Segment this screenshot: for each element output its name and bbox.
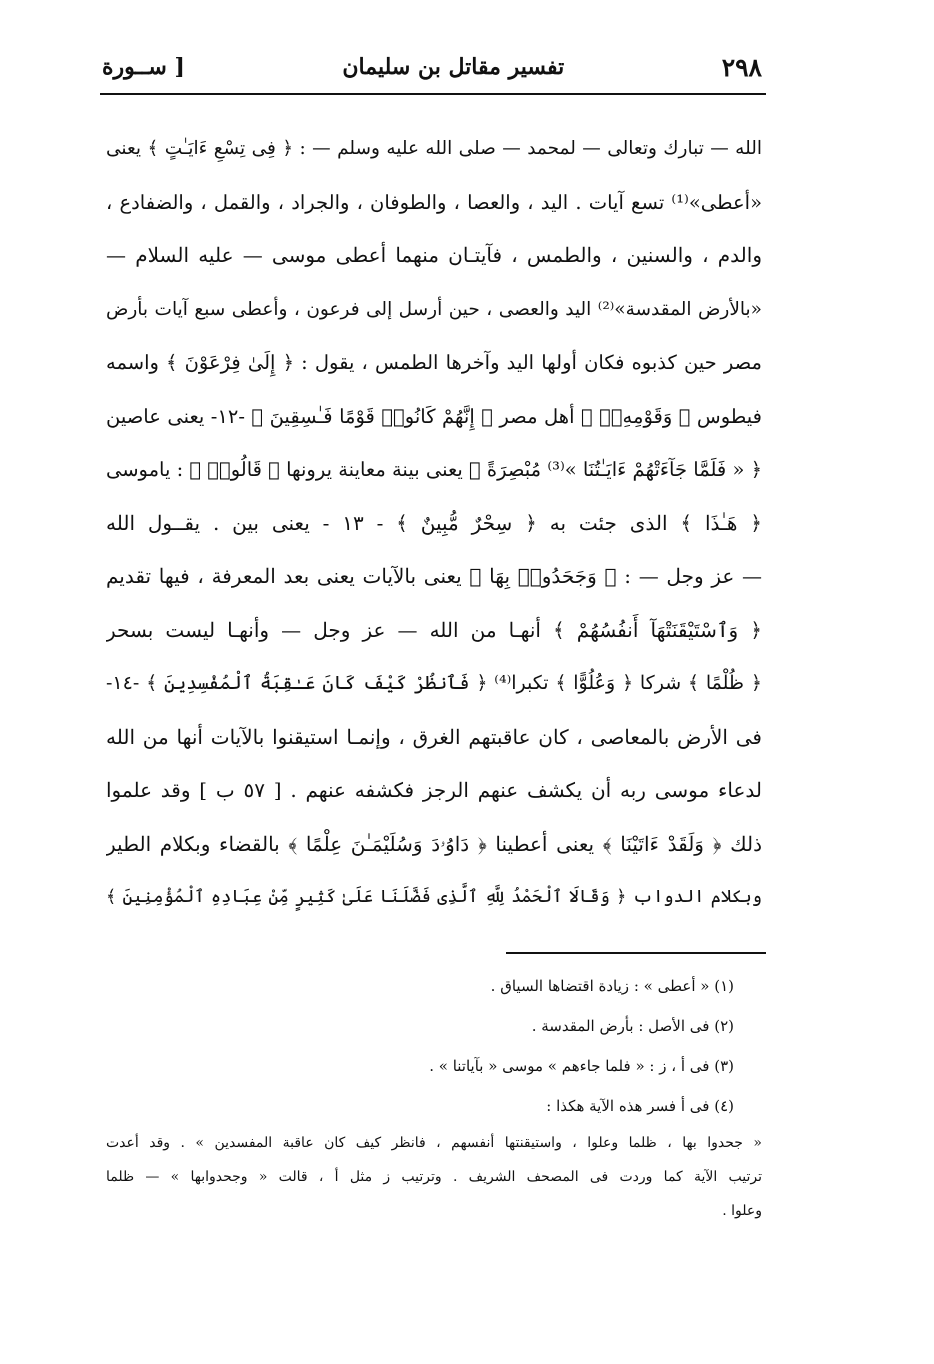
footnote-1: (١) « أعطى » : زيادة اقتضاها السياق . [490,977,734,995]
page-number: ٢٩٨ [721,52,762,82]
surah-heading: [ ســورة [102,54,185,80]
text-line: لدعاء موسى ربه أن يكشف عنهم الرجز فكشفه عنهم . [ ٥٧ ب ] وقد علموا [106,778,762,802]
text-line: «بالأرض المقدسة»⁽²⁾ اليد والعصى ، حين أرسل إلى فرعون ، وأعطى سبع آيات بأرض [106,298,762,320]
text-line: وبكلام الدواب ﴿ وَقَالَا ٱلْحَمْدُ لِلَّهِ ٱلَّذِى فَضَّلَنَا عَلَىٰ كَثِيرٍ مِّنْ عِبَادِهِ ٱلْمُؤْمِنِينَ ﴾ [106,887,762,907]
text-line: ﴿ « فَلَمَّا جَآءَتْهُمْ ءَايَـٰتُنَا »⁽³⁾ مُبْصِرَةً ﴾ يعنى بينة معاينة يرونها ﴿ قَالُوا۟ ﴾ : ياموسى [106,458,762,481]
page-header [102,44,762,90]
text-line: فى الأرض بالمعاصى ، كان عاقبتهم الغرق ، وإنمـا استيقنوا بالآيات أنها من الله [106,724,762,749]
running-title: تفسير مقاتل بن سليمان [342,54,565,80]
footnote-divider [506,952,766,954]
text-line: الله — تبارك وتعالى — لمحمد — صلى الله عليه وسلم — : ﴿ فِى تِسْعِ ءَايَـٰتٍ ﴾ يعنى [106,138,762,159]
header-divider [100,93,766,95]
footnote-4-text: وعلوا . [722,1203,762,1219]
footnotes [106,966,762,1228]
text-line: ﴿ ظُلْمًا ﴾ شركا ﴿ وَعُلُوًّا ﴾ تكبرا⁽⁴⁾ ﴿ فَٱنظُرْ كَيْفَ كَانَ عَـٰقِبَةُ ٱلْمُفْسِدِينَ ﴾ -١٤- [106,672,762,694]
text-line: ذلك ﴿ وَلَقَدْ ءَاتَيْنَا ﴾ يعنى أعطينا ﴿ دَاوُۥدَ وَسُلَيْمَـٰنَ عِلْمًا ﴾ بالقضاء وبكلام الطير [106,831,762,856]
text-line: — عز وجل — : ﴿ وَجَحَدُوا۟ بِهَا ﴾ يعنى بالآيات يعنى بعد المعرفة ، فيها تقديم [106,564,762,588]
text-line: والدم ، والسنين ، والطمس ، فآيتـان منهما أعطى موسى — عليه السلام — [106,243,762,267]
footnote-4-text: « جحدوا بها ، ظلما وعلوا ، واستيقنتها أنفسهم ، فانظر كيف كان عاقبة المفسدين » . وقد أعدت [106,1135,762,1151]
footnote-2: (٢) فى الأصل : بأرض المقدسة . [531,1017,734,1035]
text-line: «أعطى»⁽¹⁾ تسع آيات . اليد ، والعصا ، والطوفان ، والجراد ، والقمل ، والضفادع ، [106,190,762,214]
commentary-text [106,122,762,925]
footnote-4-text: ترتيب الآية كما وردت فى المصحف الشريف . وترتيب ز مثل أ ، قالت « وجحدوابها » — ظلما [106,1169,762,1185]
text-line: فيطوس ﴿ وَقَوْمِهِۦٓ ﴾ أهل مصر ﴿ إِنَّهُمْ كَانُوا۟ قَوْمًا فَـٰسِقِينَ ﴾ -١٢- يعنى عاصين [106,404,762,428]
footnote-4: (٤) فى أ فسر هذه الآية هكذا : [546,1097,734,1115]
footnote-3: (٣) فى أ ، ز : « فلما جاءهم » موسى « بآياتنا » . [429,1057,734,1075]
text-line: ﴿ هَـٰذَا ﴾ الذى جئت به ﴿ سِحْرٌ مُّبِينٌ ﴾ - ١٣ - يعنى بين . يقــول الله [106,510,762,535]
text-line: مصر حين كذبوه فكان أولها اليد وآخرها الطمس ، يقول : ﴿ إِلَىٰ فِرْعَوْنَ ﴾ واسمه [106,351,762,374]
text-line: ﴿ وَٱسْتَيْقَنَتْهَآ أَنفُسُهُمْ ﴾ أنهـا من الله — عز وجل — وأنهـا ليست بسحر [106,617,762,642]
